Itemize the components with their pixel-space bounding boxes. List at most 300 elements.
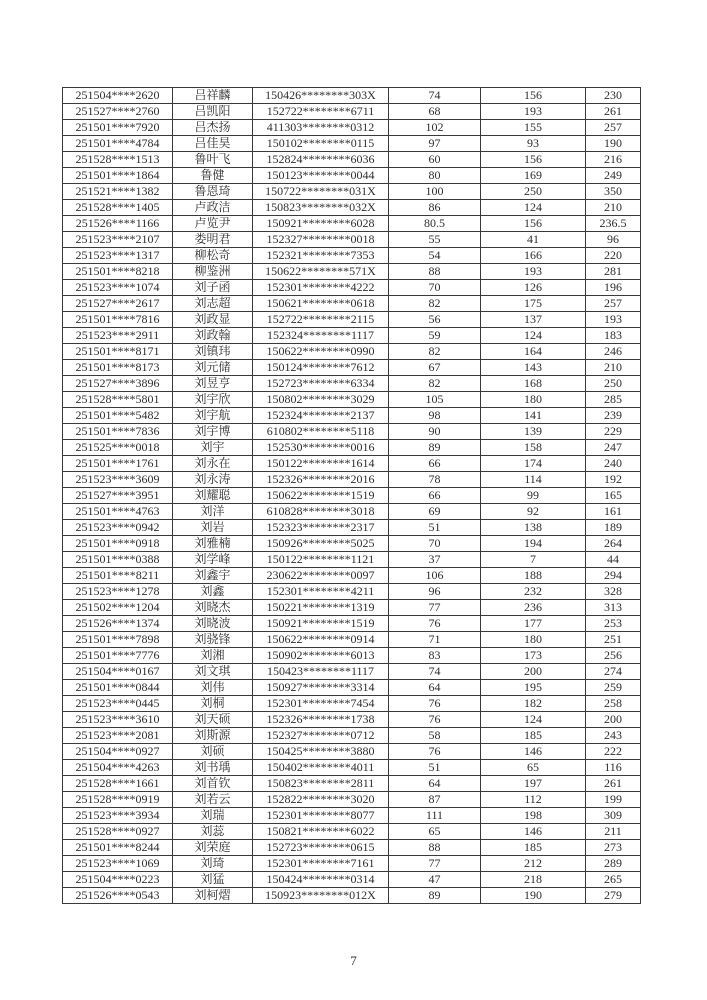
cell-id-number: 150621********0618 — [253, 296, 389, 312]
table-row — [63, 408, 641, 424]
cell-total-score: 257 — [586, 120, 641, 136]
table-row — [63, 664, 641, 680]
cell-score-1: 96 — [389, 584, 481, 600]
cell-registration-number: 251523****3610 — [63, 712, 173, 728]
cell-score-1: 66 — [389, 456, 481, 472]
cell-id-number: 150402********4011 — [253, 760, 389, 776]
cell-total-score: 294 — [586, 568, 641, 584]
cell-id-number: 152723********6334 — [253, 376, 389, 392]
table-row — [63, 568, 641, 584]
cell-registration-number: 251528****1661 — [63, 776, 173, 792]
cell-score-2: 190 — [481, 888, 586, 904]
cell-registration-number: 251528****0927 — [63, 824, 173, 840]
cell-name: 刘政显 — [173, 312, 253, 328]
cell-id-number: 152327********0712 — [253, 728, 389, 744]
cell-total-score: 350 — [586, 184, 641, 200]
cell-id-number: 150426********303X — [253, 88, 389, 104]
cell-id-number: 150122********1121 — [253, 552, 389, 568]
table-row — [63, 360, 641, 376]
cell-score-2: 164 — [481, 344, 586, 360]
cell-id-number: 150926********5025 — [253, 536, 389, 552]
score-table-body — [63, 88, 641, 904]
table-row — [63, 584, 641, 600]
cell-score-1: 68 — [389, 104, 481, 120]
cell-score-1: 97 — [389, 136, 481, 152]
cell-registration-number: 251528****0919 — [63, 792, 173, 808]
cell-name: 卢览尹 — [173, 216, 253, 232]
cell-id-number: 152327********0018 — [253, 232, 389, 248]
cell-id-number: 150921********1519 — [253, 616, 389, 632]
table-row — [63, 392, 641, 408]
cell-score-1: 102 — [389, 120, 481, 136]
table-row — [63, 216, 641, 232]
cell-score-2: 177 — [481, 616, 586, 632]
cell-score-2: 137 — [481, 312, 586, 328]
cell-score-2: 218 — [481, 872, 586, 888]
cell-score-2: 93 — [481, 136, 586, 152]
cell-registration-number: 251526****0543 — [63, 888, 173, 904]
cell-score-2: 114 — [481, 472, 586, 488]
cell-score-1: 76 — [389, 696, 481, 712]
cell-name: 刘首钦 — [173, 776, 253, 792]
cell-score-1: 77 — [389, 856, 481, 872]
cell-score-1: 58 — [389, 728, 481, 744]
cell-score-2: 124 — [481, 712, 586, 728]
cell-name: 刘洋 — [173, 504, 253, 520]
cell-name: 刘昱亨 — [173, 376, 253, 392]
cell-name: 刘骁锋 — [173, 632, 253, 648]
cell-name: 刘志超 — [173, 296, 253, 312]
cell-name: 刘鑫宇 — [173, 568, 253, 584]
cell-id-number: 150823********2811 — [253, 776, 389, 792]
cell-name: 刘宇 — [173, 440, 253, 456]
cell-id-number: 152324********2137 — [253, 408, 389, 424]
cell-id-number: 150423********1117 — [253, 664, 389, 680]
table-row — [63, 136, 641, 152]
cell-total-score: 161 — [586, 504, 641, 520]
cell-score-1: 82 — [389, 376, 481, 392]
cell-score-1: 89 — [389, 888, 481, 904]
cell-registration-number: 251504****4263 — [63, 760, 173, 776]
cell-name: 鲁健 — [173, 168, 253, 184]
cell-registration-number: 251523****1317 — [63, 248, 173, 264]
cell-score-2: 185 — [481, 840, 586, 856]
table-row — [63, 88, 641, 104]
cell-total-score: 196 — [586, 280, 641, 296]
cell-score-1: 80 — [389, 168, 481, 184]
cell-registration-number: 251501****8173 — [63, 360, 173, 376]
cell-score-2: 193 — [481, 264, 586, 280]
cell-id-number: 150622********571X — [253, 264, 389, 280]
cell-score-2: 158 — [481, 440, 586, 456]
cell-score-2: 92 — [481, 504, 586, 520]
cell-score-1: 47 — [389, 872, 481, 888]
cell-name: 刘晓波 — [173, 616, 253, 632]
table-row — [63, 184, 641, 200]
table-row — [63, 232, 641, 248]
cell-score-1: 80.5 — [389, 216, 481, 232]
cell-registration-number: 251528****1513 — [63, 152, 173, 168]
cell-name: 刘湘 — [173, 648, 253, 664]
cell-total-score: 200 — [586, 712, 641, 728]
table-row — [63, 872, 641, 888]
table-row — [63, 504, 641, 520]
cell-id-number: 150823********032X — [253, 200, 389, 216]
table-row — [63, 296, 641, 312]
cell-name: 吕祥麟 — [173, 88, 253, 104]
cell-id-number: 152301********8077 — [253, 808, 389, 824]
cell-total-score: 229 — [586, 424, 641, 440]
cell-total-score: 210 — [586, 200, 641, 216]
cell-total-score: 313 — [586, 600, 641, 616]
cell-name: 柳松奇 — [173, 248, 253, 264]
cell-total-score: 220 — [586, 248, 641, 264]
table-row — [63, 312, 641, 328]
table-row — [63, 104, 641, 120]
cell-name: 刘琦 — [173, 856, 253, 872]
cell-total-score: 259 — [586, 680, 641, 696]
cell-score-2: 7 — [481, 552, 586, 568]
cell-registration-number: 251527****3896 — [63, 376, 173, 392]
cell-id-number: 152530********0016 — [253, 440, 389, 456]
cell-id-number: 150123********0044 — [253, 168, 389, 184]
cell-registration-number: 251501****7836 — [63, 424, 173, 440]
cell-id-number: 610802********5118 — [253, 424, 389, 440]
table-row — [63, 744, 641, 760]
cell-registration-number: 251501****7776 — [63, 648, 173, 664]
cell-score-1: 55 — [389, 232, 481, 248]
cell-registration-number: 251504****0223 — [63, 872, 173, 888]
cell-total-score: 96 — [586, 232, 641, 248]
cell-name: 刘蕊 — [173, 824, 253, 840]
table-row — [63, 808, 641, 824]
cell-score-2: 146 — [481, 824, 586, 840]
cell-total-score: 281 — [586, 264, 641, 280]
table-row — [63, 792, 641, 808]
cell-total-score: 236.5 — [586, 216, 641, 232]
cell-score-1: 88 — [389, 264, 481, 280]
cell-name: 刘耀聪 — [173, 488, 253, 504]
cell-score-1: 111 — [389, 808, 481, 824]
cell-name: 娄明君 — [173, 232, 253, 248]
cell-score-1: 105 — [389, 392, 481, 408]
cell-score-1: 100 — [389, 184, 481, 200]
cell-name: 刘子函 — [173, 280, 253, 296]
cell-score-1: 70 — [389, 280, 481, 296]
cell-total-score: 273 — [586, 840, 641, 856]
cell-score-1: 89 — [389, 440, 481, 456]
table-row — [63, 280, 641, 296]
cell-name: 刘永涛 — [173, 472, 253, 488]
table-row — [63, 840, 641, 856]
cell-score-2: 124 — [481, 200, 586, 216]
cell-total-score: 249 — [586, 168, 641, 184]
table-row — [63, 328, 641, 344]
cell-score-1: 87 — [389, 792, 481, 808]
cell-score-2: 180 — [481, 392, 586, 408]
cell-name: 刘荣庭 — [173, 840, 253, 856]
cell-score-2: 156 — [481, 216, 586, 232]
cell-total-score: 289 — [586, 856, 641, 872]
cell-total-score: 216 — [586, 152, 641, 168]
cell-name: 刘宇博 — [173, 424, 253, 440]
cell-total-score: 192 — [586, 472, 641, 488]
cell-id-number: 150821********6022 — [253, 824, 389, 840]
cell-name: 鲁恩琦 — [173, 184, 253, 200]
cell-score-2: 139 — [481, 424, 586, 440]
cell-id-number: 150425********3880 — [253, 744, 389, 760]
cell-score-2: 188 — [481, 568, 586, 584]
cell-score-1: 82 — [389, 344, 481, 360]
cell-id-number: 150921********6028 — [253, 216, 389, 232]
cell-score-2: 198 — [481, 808, 586, 824]
cell-registration-number: 251526****1374 — [63, 616, 173, 632]
cell-id-number: 150622********0990 — [253, 344, 389, 360]
cell-score-1: 76 — [389, 616, 481, 632]
cell-id-number: 152321********7353 — [253, 248, 389, 264]
cell-registration-number: 251523****0942 — [63, 520, 173, 536]
cell-name: 刘伟 — [173, 680, 253, 696]
cell-score-2: 166 — [481, 248, 586, 264]
cell-score-2: 99 — [481, 488, 586, 504]
cell-name: 刘书瑀 — [173, 760, 253, 776]
cell-score-1: 77 — [389, 600, 481, 616]
cell-total-score: 189 — [586, 520, 641, 536]
table-row — [63, 648, 641, 664]
table-row — [63, 424, 641, 440]
cell-registration-number: 251501****8218 — [63, 264, 173, 280]
cell-total-score: 165 — [586, 488, 641, 504]
cell-name: 刘柯熠 — [173, 888, 253, 904]
cell-id-number: 152324********1117 — [253, 328, 389, 344]
cell-total-score: 251 — [586, 632, 641, 648]
table-row — [63, 488, 641, 504]
cell-score-2: 126 — [481, 280, 586, 296]
cell-registration-number: 251501****1761 — [63, 456, 173, 472]
cell-id-number: 152301********7454 — [253, 696, 389, 712]
cell-registration-number: 251527****3951 — [63, 488, 173, 504]
cell-registration-number: 251526****1166 — [63, 216, 173, 232]
cell-name: 刘永在 — [173, 456, 253, 472]
cell-registration-number: 251501****8171 — [63, 344, 173, 360]
cell-registration-number: 251501****0918 — [63, 536, 173, 552]
cell-id-number: 152301********4222 — [253, 280, 389, 296]
cell-total-score: 279 — [586, 888, 641, 904]
cell-total-score: 230 — [586, 88, 641, 104]
cell-registration-number: 251521****1382 — [63, 184, 173, 200]
cell-name: 刘硕 — [173, 744, 253, 760]
cell-id-number: 152824********6036 — [253, 152, 389, 168]
table-row — [63, 632, 641, 648]
cell-registration-number: 251523****1069 — [63, 856, 173, 872]
cell-score-2: 146 — [481, 744, 586, 760]
table-row — [63, 888, 641, 904]
cell-score-2: 155 — [481, 120, 586, 136]
cell-id-number: 610828********3018 — [253, 504, 389, 520]
cell-score-2: 112 — [481, 792, 586, 808]
cell-score-2: 182 — [481, 696, 586, 712]
cell-name: 刘猛 — [173, 872, 253, 888]
cell-name: 吕杰扬 — [173, 120, 253, 136]
cell-score-2: 41 — [481, 232, 586, 248]
cell-registration-number: 251504****0167 — [63, 664, 173, 680]
table-row — [63, 536, 641, 552]
cell-total-score: 246 — [586, 344, 641, 360]
cell-registration-number: 251501****7920 — [63, 120, 173, 136]
cell-score-2: 212 — [481, 856, 586, 872]
cell-total-score: 261 — [586, 104, 641, 120]
cell-name: 鲁叶飞 — [173, 152, 253, 168]
cell-registration-number: 251523****0445 — [63, 696, 173, 712]
cell-score-2: 193 — [481, 104, 586, 120]
cell-score-2: 156 — [481, 152, 586, 168]
cell-total-score: 44 — [586, 552, 641, 568]
cell-score-1: 70 — [389, 536, 481, 552]
cell-score-1: 71 — [389, 632, 481, 648]
cell-name: 刘宇欣 — [173, 392, 253, 408]
cell-name: 吕凯阳 — [173, 104, 253, 120]
cell-name: 刘瑞 — [173, 808, 253, 824]
cell-total-score: 193 — [586, 312, 641, 328]
cell-score-1: 65 — [389, 824, 481, 840]
table-row — [63, 472, 641, 488]
cell-total-score: 210 — [586, 360, 641, 376]
cell-id-number: 152323********2317 — [253, 520, 389, 536]
cell-registration-number: 251501****7816 — [63, 312, 173, 328]
cell-total-score: 116 — [586, 760, 641, 776]
cell-registration-number: 251523****3609 — [63, 472, 173, 488]
cell-total-score: 256 — [586, 648, 641, 664]
cell-score-1: 66 — [389, 488, 481, 504]
table-row — [63, 440, 641, 456]
cell-name: 刘雅楠 — [173, 536, 253, 552]
cell-id-number: 152326********2016 — [253, 472, 389, 488]
table-row — [63, 552, 641, 568]
cell-total-score: 222 — [586, 744, 641, 760]
cell-score-1: 54 — [389, 248, 481, 264]
cell-score-1: 82 — [389, 296, 481, 312]
page-number: 7 — [350, 953, 357, 968]
cell-registration-number: 251501****5482 — [63, 408, 173, 424]
cell-registration-number: 251501****4763 — [63, 504, 173, 520]
cell-name: 刘鑫 — [173, 584, 253, 600]
cell-name: 刘学峰 — [173, 552, 253, 568]
cell-registration-number: 251527****2617 — [63, 296, 173, 312]
cell-score-1: 86 — [389, 200, 481, 216]
cell-registration-number: 251504****2620 — [63, 88, 173, 104]
cell-score-2: 156 — [481, 88, 586, 104]
cell-score-1: 98 — [389, 408, 481, 424]
cell-id-number: 230622********0097 — [253, 568, 389, 584]
cell-registration-number: 251523****3934 — [63, 808, 173, 824]
cell-id-number: 152301********7161 — [253, 856, 389, 872]
cell-score-2: 232 — [481, 584, 586, 600]
cell-score-1: 83 — [389, 648, 481, 664]
cell-id-number: 150102********0115 — [253, 136, 389, 152]
cell-score-2: 250 — [481, 184, 586, 200]
cell-registration-number: 251527****2760 — [63, 104, 173, 120]
table-row — [63, 264, 641, 280]
cell-score-2: 180 — [481, 632, 586, 648]
cell-name: 刘政翰 — [173, 328, 253, 344]
cell-id-number: 152722********6711 — [253, 104, 389, 120]
cell-registration-number: 251523****1278 — [63, 584, 173, 600]
table-row — [63, 376, 641, 392]
table-row — [63, 824, 641, 840]
cell-total-score: 258 — [586, 696, 641, 712]
cell-total-score: 264 — [586, 536, 641, 552]
cell-name: 刘斯源 — [173, 728, 253, 744]
cell-id-number: 150424********0314 — [253, 872, 389, 888]
cell-id-number: 150927********3314 — [253, 680, 389, 696]
cell-score-2: 175 — [481, 296, 586, 312]
cell-total-score: 190 — [586, 136, 641, 152]
cell-score-1: 60 — [389, 152, 481, 168]
cell-score-1: 37 — [389, 552, 481, 568]
cell-id-number: 152723********0615 — [253, 840, 389, 856]
cell-id-number: 150622********0914 — [253, 632, 389, 648]
cell-name: 刘宇航 — [173, 408, 253, 424]
table-row — [63, 248, 641, 264]
cell-score-1: 74 — [389, 664, 481, 680]
cell-id-number: 152326********1738 — [253, 712, 389, 728]
cell-score-2: 141 — [481, 408, 586, 424]
cell-name: 刘岩 — [173, 520, 253, 536]
cell-name: 吕佳昊 — [173, 136, 253, 152]
cell-registration-number: 251501****8211 — [63, 568, 173, 584]
cell-score-2: 197 — [481, 776, 586, 792]
cell-score-1: 51 — [389, 520, 481, 536]
table-row — [63, 120, 641, 136]
cell-score-1: 74 — [389, 88, 481, 104]
cell-score-1: 69 — [389, 504, 481, 520]
cell-score-1: 59 — [389, 328, 481, 344]
cell-id-number: 152301********4211 — [253, 584, 389, 600]
cell-score-2: 169 — [481, 168, 586, 184]
cell-registration-number: 251528****1405 — [63, 200, 173, 216]
cell-total-score: 274 — [586, 664, 641, 680]
cell-score-1: 88 — [389, 840, 481, 856]
cell-score-1: 67 — [389, 360, 481, 376]
cell-id-number: 150722********031X — [253, 184, 389, 200]
cell-name: 刘天硕 — [173, 712, 253, 728]
cell-registration-number: 251525****0018 — [63, 440, 173, 456]
cell-name: 柳鉴洲 — [173, 264, 253, 280]
table-row — [63, 600, 641, 616]
table-row — [63, 520, 641, 536]
cell-score-2: 65 — [481, 760, 586, 776]
cell-score-2: 124 — [481, 328, 586, 344]
cell-total-score: 257 — [586, 296, 641, 312]
cell-score-2: 143 — [481, 360, 586, 376]
cell-id-number: 150124********7612 — [253, 360, 389, 376]
cell-registration-number: 251523****1074 — [63, 280, 173, 296]
cell-name: 刘文琪 — [173, 664, 253, 680]
table-row — [63, 696, 641, 712]
cell-score-1: 76 — [389, 712, 481, 728]
table-row — [63, 168, 641, 184]
cell-total-score: 265 — [586, 872, 641, 888]
cell-registration-number: 251501****4784 — [63, 136, 173, 152]
cell-registration-number: 251501****1864 — [63, 168, 173, 184]
cell-id-number: 152822********3020 — [253, 792, 389, 808]
cell-score-2: 185 — [481, 728, 586, 744]
table-row — [63, 712, 641, 728]
cell-total-score: 211 — [586, 824, 641, 840]
cell-registration-number: 251501****0388 — [63, 552, 173, 568]
cell-total-score: 199 — [586, 792, 641, 808]
cell-registration-number: 251504****0927 — [63, 744, 173, 760]
